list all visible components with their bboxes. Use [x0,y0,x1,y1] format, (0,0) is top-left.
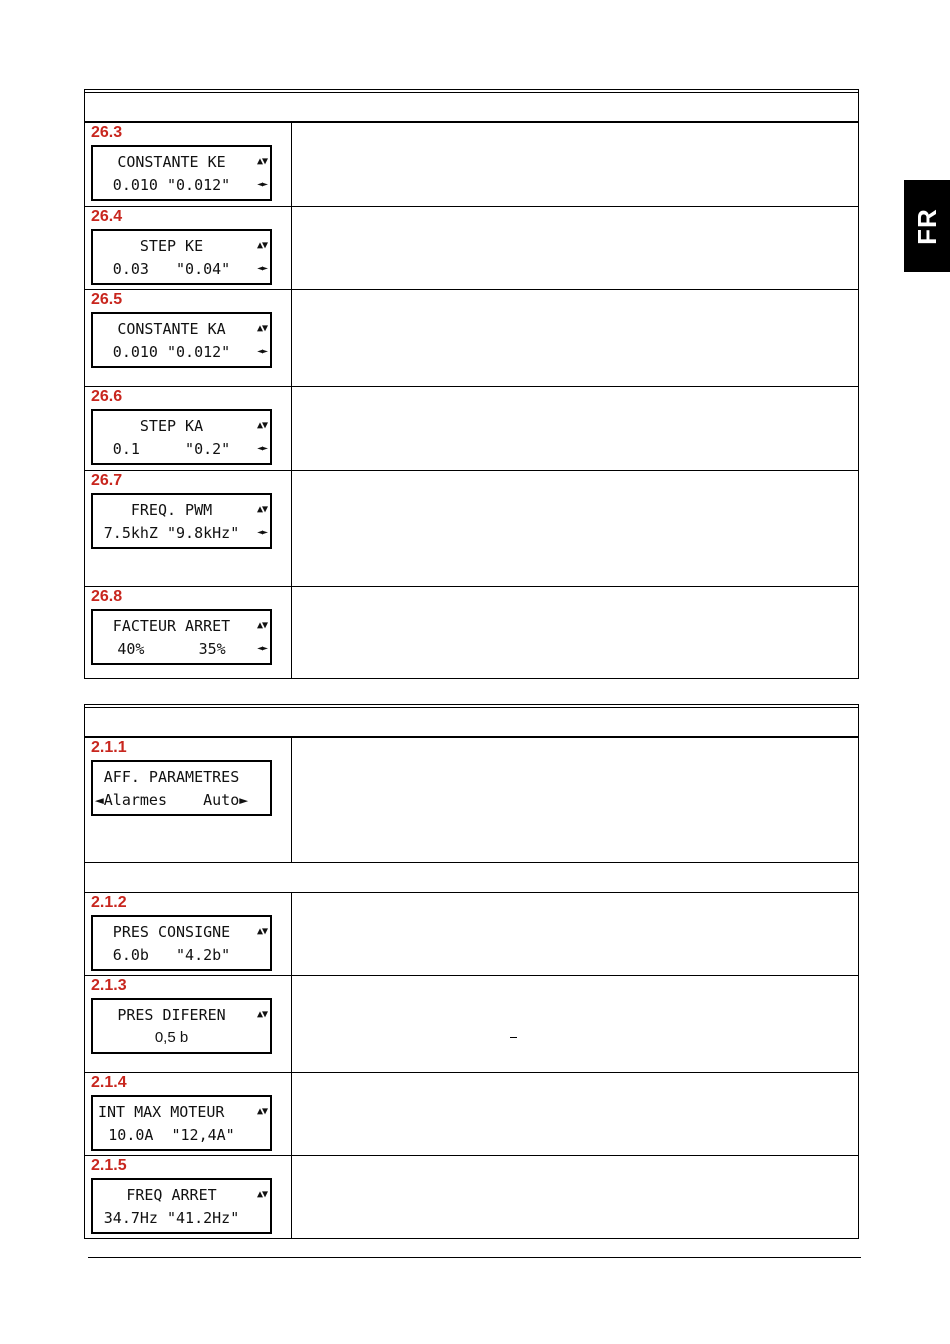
up-down-arrows-icon: ▲▼ [256,240,267,251]
lcd-line-2: 0.010 "0.012" [112,176,231,194]
left-right-arrows-icon: ◄► [256,443,267,454]
left-right-arrows-icon: ◄► [256,263,267,274]
left-right-arrows-icon: ◄► [256,346,267,357]
lcd-line-1: FREQ. PWM [130,501,213,519]
lcd-line-1: PRES CONSIGNE [112,923,231,941]
table-row-2-1-4 [85,1073,858,1156]
table-row-26-7 [85,471,858,587]
up-down-arrows-icon: ▲▼ [256,156,267,167]
lcd-line-2: 0.1 "0.2" [112,440,231,458]
parameters-table-2-1 [84,704,859,1239]
parameter-number: 26.7 [91,472,123,489]
lcd-display [91,145,272,201]
table-row-26-4 [85,207,858,290]
lcd-line-2: 0.010 "0.012" [112,343,231,361]
lcd-line-1: PRES DIFEREN [117,1006,226,1024]
table-row-26-3 [85,123,858,207]
table-row-26-6 [85,387,858,471]
table-row-2-1-2 [85,893,858,976]
lcd-line-1: STEP KA [139,417,204,435]
lcd-line-1: AFF. PARAMETRES [103,768,240,786]
lcd-display [91,312,272,368]
table-header [85,90,858,123]
lcd-line-1: CONSTANTE KE [117,153,226,171]
up-down-arrows-icon: ▲▼ [256,420,267,431]
lcd-line-1: CONSTANTE KA [117,320,226,338]
lcd-display [91,493,272,549]
table-subheader [85,863,858,893]
table-row-26-8 [85,587,858,678]
lcd-line-2: 6.0b "4.2b" [112,946,231,964]
up-down-arrows-icon: ▲▼ [256,926,267,937]
table-header [85,705,858,738]
parameter-number: 2.1.5 [91,1157,127,1174]
lcd-line-2: 0,5 b [154,1029,189,1046]
parameter-number: 2.1.2 [91,894,127,911]
left-right-arrows-icon: ◄► [256,527,267,538]
lcd-line-1: FREQ ARRET [126,1186,217,1204]
up-down-arrows-icon: ▲▼ [256,504,267,515]
parameters-table-26 [84,89,859,679]
lcd-line-1: STEP KE [139,237,204,255]
parameter-number: 26.6 [91,388,123,405]
parameter-number: 26.4 [91,208,123,225]
lcd-display [91,1095,272,1151]
lcd-line-1: FACTEUR ARRET [112,617,231,635]
lcd-display [91,609,272,665]
parameter-number: 2.1.3 [91,977,127,994]
table-row-2-1-1 [85,738,858,863]
lcd-line-2: 7.5khZ "9.8kHz" [103,524,240,542]
language-tab-fr [904,180,950,272]
lcd-display [91,760,272,816]
table-row-2-1-3 [85,976,858,1073]
parameter-number: 26.8 [91,588,123,605]
up-down-arrows-icon: ▲▼ [256,1106,267,1117]
lcd-line-2: 34.7Hz "41.2Hz" [103,1209,240,1227]
up-down-arrows-icon: ▲▼ [256,620,267,631]
table-row-26-5 [85,290,858,387]
left-right-arrows-icon: ◄► [256,643,267,654]
footer-rule [88,1257,861,1258]
dash-mark [510,1037,517,1038]
lcd-line-1: INT MAX MOTEUR [98,1103,225,1121]
lcd-display [91,1178,272,1234]
parameter-number: 2.1.4 [91,1074,127,1091]
parameter-number: 26.5 [91,291,123,308]
lcd-display [91,229,272,285]
language-tab-label: FR [911,207,942,245]
table-row-2-1-5 [85,1156,858,1238]
lcd-line-2: 10.0A "12,4A" [108,1126,235,1144]
up-down-arrows-icon: ▲▼ [256,1009,267,1020]
lcd-display [91,409,272,465]
left-right-arrows-icon: ◄► [256,179,267,190]
up-down-arrows-icon: ▲▼ [256,323,267,334]
parameter-number: 26.3 [91,124,123,141]
up-down-arrows-icon: ▲▼ [256,1189,267,1200]
lcd-line-2: 40% 35% [117,640,226,658]
parameter-number: 2.1.1 [91,739,127,756]
lcd-display [91,998,272,1054]
lcd-line-2: 0.03 "0.04" [112,260,231,278]
lcd-display [91,915,272,971]
lcd-line-2: ◄Alarmes Auto► [94,791,249,809]
